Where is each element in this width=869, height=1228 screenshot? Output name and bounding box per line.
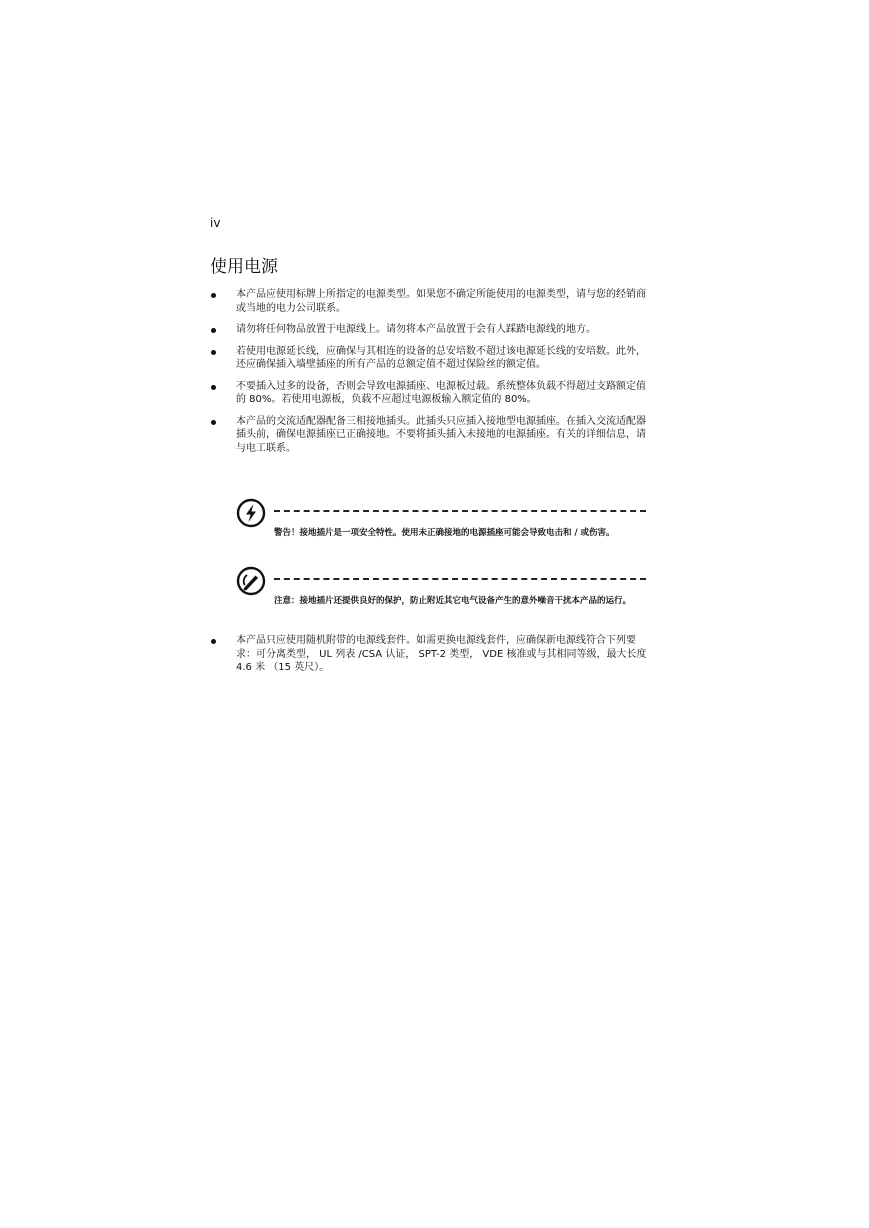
bullet-dot <box>211 385 216 390</box>
list-item <box>210 634 650 675</box>
pen-note-icon <box>236 566 266 596</box>
list-item-text: 本产品应使用标牌上所指定的电源类型。如果您不确定所能使用的电源类型，请与您的经销商或当地的电力公司联系。 <box>236 289 646 314</box>
section-title: 使用电源 <box>210 257 278 277</box>
list-item-text: 本产品的交流适配器配备三相接地插头。此插头只应插入接地型电源插座。在插入交流适配器插头前，确保电源插座已正确接地。不要将插头插入未接地的电源插座。有关的详细信息，请与电工联系。 <box>236 415 646 454</box>
bullet-dot <box>211 350 216 355</box>
list-item <box>210 288 650 315</box>
dashed-divider <box>274 578 646 580</box>
list-item <box>210 323 650 337</box>
dashed-divider <box>274 510 646 512</box>
lightning-warning-icon <box>236 498 266 528</box>
list-item <box>210 380 650 407</box>
bullet-dot <box>211 420 216 425</box>
bullet-list-bottom <box>210 634 650 683</box>
list-item <box>210 345 650 372</box>
bullet-list-top <box>210 288 650 463</box>
bullet-dot <box>211 639 216 644</box>
warning-text: 警告！接地插片是一项安全特性。使用未正确接地的电源插座可能会导致电击和 / 或伤害。 <box>274 528 615 538</box>
bullet-dot <box>211 328 216 333</box>
page-number: iv <box>210 216 221 230</box>
list-item <box>210 415 650 456</box>
list-item-text: 若使用电源延长线，应确保与其相连的设备的总安培数不超过该电源延长线的安培数。此外，还应确保插入墙壁插座的所有产品的总额定值不超过保险丝的额定值。 <box>236 345 646 370</box>
list-item-text: 不要插入过多的设备，否则会导致电源插座、电源板过载。系统整体负载不得超过支路额定值的 80%。若使用电源板，负载不应超过电源板输入额定值的 80%。 <box>236 380 646 405</box>
list-item-text: 请勿将任何物品放置于电源线上。请勿将本产品放置于会有人踩踏电源线的地方。 <box>236 324 596 335</box>
bullet-dot <box>211 293 216 298</box>
list-item-text: 本产品只应使用随机附带的电源线套件。如需更换电源线套件，应确保新电源线符合下列要求：可分离类型， UL 列表 /CSA 认证， SPT-2 类型， VDE 核准或与其相同等级，最大长度 4.6 米 （15 英尺）。 <box>236 635 647 673</box>
caution-text: 注意：接地插片还提供良好的保护，防止附近其它电气设备产生的意外噪音干扰本产品的运行。 <box>274 596 632 606</box>
